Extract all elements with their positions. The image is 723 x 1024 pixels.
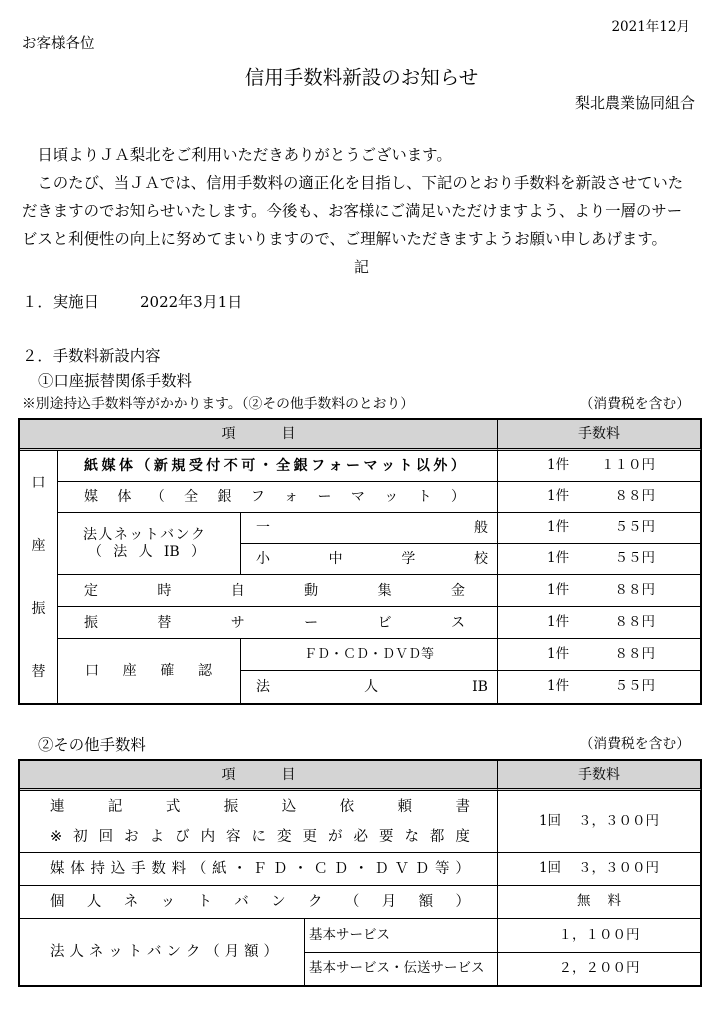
glyph: ン xyxy=(271,893,286,910)
table-header-item xyxy=(20,761,498,791)
glyph: 動 xyxy=(304,582,319,599)
glyph: IB xyxy=(163,543,180,560)
fee-amount: ８８円 xyxy=(614,581,655,598)
glyph: 自 xyxy=(230,582,245,599)
glyph: 書 xyxy=(455,798,470,815)
glyph: 項 xyxy=(221,766,236,783)
glyph: 込 xyxy=(110,860,126,877)
item-label xyxy=(84,490,465,504)
glyph: 振 xyxy=(31,600,46,617)
intro-line: このたび、当ＪＡでは、信用手数料の適正化を目指し、下記のとおり手数料を新設させていた xyxy=(37,174,684,192)
glyph: 容 xyxy=(226,828,241,845)
glyph: ン xyxy=(166,943,181,960)
item-label xyxy=(84,459,465,473)
glyph: な xyxy=(404,828,419,845)
glyph: （ xyxy=(136,458,151,474)
table-row-fee xyxy=(498,919,701,953)
glyph: ト xyxy=(144,526,159,543)
glyph: Ｄ xyxy=(414,860,430,877)
glyph: ー xyxy=(346,458,361,474)
row-group-label xyxy=(20,451,58,704)
table-row-fee xyxy=(498,575,701,607)
glyph: 手 xyxy=(131,860,146,877)
detail-label: ＦＤ・ＣＤ・ＤＶＤ等 xyxy=(303,647,434,662)
glyph: Ｄ xyxy=(374,860,389,877)
glyph: 確 xyxy=(160,663,175,679)
glyph: 料 xyxy=(607,893,621,910)
glyph: ネ xyxy=(113,526,128,543)
glyph: ッ xyxy=(384,489,399,505)
glyph: 料 xyxy=(171,860,187,877)
fee-amount: １１０円 xyxy=(601,457,655,474)
fee-amount: ２，２００円 xyxy=(558,960,640,977)
glyph: ） xyxy=(455,860,470,877)
document-title: 信用手数料新設のお知らせ xyxy=(244,66,479,89)
glyph: ） xyxy=(263,943,278,960)
glyph: 必 xyxy=(353,828,368,845)
glyph: 外 xyxy=(433,458,448,474)
table-row-detail xyxy=(241,544,498,575)
glyph: 受 xyxy=(188,458,203,474)
glyph: 校 xyxy=(473,551,488,567)
fee-amount: ５５円 xyxy=(614,550,655,567)
glyph: ・ xyxy=(258,458,273,474)
glyph: お xyxy=(124,828,139,845)
table-row-fee xyxy=(498,886,701,919)
glyph: バ xyxy=(160,526,175,543)
table-row-item xyxy=(58,451,498,482)
glyph: 金 xyxy=(450,582,465,599)
glyph: 可 xyxy=(241,458,256,474)
item-label xyxy=(50,792,470,822)
glyph: マ xyxy=(363,458,378,474)
glyph: 振 xyxy=(223,798,239,815)
glyph: ク xyxy=(190,526,205,543)
glyph: ト xyxy=(127,943,143,960)
glyph: 額 xyxy=(418,893,434,910)
table-row-detail xyxy=(305,953,498,986)
effective-date-value: 2022年3月1日 xyxy=(140,293,243,311)
glyph: 人 xyxy=(86,893,102,910)
detail-label: 基本サービス・伝送サービス xyxy=(309,960,485,977)
item-label xyxy=(83,527,205,544)
fee-unit: 1回 xyxy=(538,860,562,877)
glyph: 紙 xyxy=(212,860,227,877)
glyph: 時 xyxy=(157,582,172,599)
glyph: ー xyxy=(317,489,332,505)
item-label xyxy=(50,895,470,910)
glyph: 中 xyxy=(328,551,343,567)
glyph: 媒 xyxy=(50,860,65,877)
glyph: 人 xyxy=(364,679,379,695)
glyph: 度 xyxy=(455,828,470,845)
glyph: 集 xyxy=(377,582,392,599)
fee-unit: 1件 xyxy=(547,488,570,505)
fee-amount: １，１００円 xyxy=(558,926,640,943)
glyph: 変 xyxy=(277,828,292,845)
glyph: 更 xyxy=(302,828,317,845)
table-row-item xyxy=(58,607,498,639)
item-note xyxy=(50,822,470,852)
glyph: ・ xyxy=(353,860,369,877)
glyph: ス xyxy=(450,614,465,631)
item-label xyxy=(85,664,212,678)
glyph: ォ xyxy=(284,489,299,505)
glyph: 回 xyxy=(98,828,114,845)
table-row-fee xyxy=(498,482,701,513)
glyph: ビ xyxy=(377,614,392,631)
table-row-fee xyxy=(498,639,701,671)
glyph: 付 xyxy=(206,458,221,474)
glyph: 座 xyxy=(122,663,137,679)
table-row-item xyxy=(58,513,241,575)
glyph: 新 xyxy=(153,458,168,474)
glyph: バ xyxy=(147,943,162,960)
glyph: ※ xyxy=(50,828,63,845)
fee-unit: 1件 xyxy=(547,581,570,598)
glyph: 個 xyxy=(50,893,65,910)
table1-note: ※別途持込手数料等がかかります。（②その他手数料のとおり） xyxy=(22,396,415,412)
table-row-item xyxy=(20,791,498,853)
recipient: お客様各位 xyxy=(22,36,95,52)
glyph: ト xyxy=(197,893,212,910)
table-header-fee xyxy=(498,761,701,791)
glyph: 依 xyxy=(339,798,355,815)
table-header-item-label xyxy=(222,427,296,441)
fee-amount: ８８円 xyxy=(614,645,655,662)
glyph: （ xyxy=(191,860,207,877)
glyph: 込 xyxy=(281,798,297,815)
glyph: （ xyxy=(344,893,360,910)
glyph: （ xyxy=(205,943,220,960)
glyph: 全 xyxy=(184,489,199,505)
glyph: 媒 xyxy=(101,458,116,474)
fee-amount: ８８円 xyxy=(614,488,655,505)
glyph: Ｄ xyxy=(333,860,349,877)
table-row-detail xyxy=(305,919,498,953)
glyph: 月 xyxy=(381,893,397,910)
glyph: IB xyxy=(472,679,488,695)
glyph: 替 xyxy=(31,663,46,680)
fee-unit: 1件 xyxy=(547,519,570,536)
table-row-fee xyxy=(498,544,701,575)
table1-title: ①口座振替関係手数料 xyxy=(38,372,192,390)
glyph: Ｆ xyxy=(252,860,268,877)
glyph: Ｖ xyxy=(394,860,410,877)
glyph: ク xyxy=(185,943,201,960)
glyph: 都 xyxy=(429,828,445,845)
glyph: 体 xyxy=(118,458,133,474)
glyph: 小 xyxy=(256,551,270,567)
glyph: 等 xyxy=(435,860,450,877)
glyph: （ xyxy=(88,543,102,560)
detail-label: 基本サービス xyxy=(309,926,390,943)
glyph: 人 xyxy=(98,526,113,543)
item-label xyxy=(50,862,470,877)
table-row-fee xyxy=(498,853,701,886)
detail-label xyxy=(256,521,488,535)
table-row-detail xyxy=(241,513,498,544)
glyph: 法 xyxy=(256,679,270,695)
glyph: ク xyxy=(308,893,323,910)
table-header-item xyxy=(20,420,498,451)
glyph: 体 xyxy=(117,489,132,505)
glyph: 一 xyxy=(256,520,270,536)
fee-unit: 1件 xyxy=(547,613,570,630)
table-row-fee xyxy=(498,791,701,853)
table-header-fee xyxy=(498,420,701,451)
glyph: 学 xyxy=(401,551,416,567)
item-sublabel xyxy=(83,544,205,561)
glyph: ネ xyxy=(123,893,139,910)
glyph: 頼 xyxy=(397,798,413,815)
fee-unit: 1件 xyxy=(547,645,570,662)
glyph: Ｃ xyxy=(313,860,328,877)
table-row-item xyxy=(20,886,498,919)
glyph: 法 xyxy=(50,943,65,960)
glyph: が xyxy=(327,828,343,845)
fee-amount: ５５円 xyxy=(614,519,655,536)
issuer-name: 梨北農業協同組合 xyxy=(574,94,695,112)
glyph: 持 xyxy=(90,860,106,877)
table-row-fee xyxy=(498,607,701,639)
table-header-item-label xyxy=(222,768,296,782)
detail-label xyxy=(256,680,488,694)
ki-heading: 記 xyxy=(353,258,369,276)
table-row-item xyxy=(20,853,498,886)
glyph: 目 xyxy=(281,426,296,442)
table-row-item xyxy=(58,482,498,513)
intro-line: ビスと利便性の向上に努めてまいりますので、ご理解いただきますようお願い申しあげます。 xyxy=(22,230,667,248)
glyph: 振 xyxy=(84,614,98,631)
glyph: ッ xyxy=(108,943,123,960)
item-label xyxy=(84,584,465,598)
item-label xyxy=(84,616,465,630)
table-row-fee xyxy=(498,451,701,482)
glyph: ネ xyxy=(88,943,104,960)
fee-amount xyxy=(577,895,621,909)
account-transfer-fee-table xyxy=(19,419,701,704)
fee-amount: ３，３００円 xyxy=(578,860,660,877)
glyph: 規 xyxy=(171,458,186,474)
glyph: に xyxy=(251,828,267,845)
glyph: ン xyxy=(175,526,190,543)
table-header-fee-label: 手数料 xyxy=(578,426,620,442)
fee-amount: ３，３００円 xyxy=(578,812,660,829)
glyph: 全 xyxy=(276,458,291,474)
glyph: ） xyxy=(450,489,465,505)
item-label xyxy=(50,945,278,960)
table-row-item xyxy=(20,919,305,986)
glyph: 定 xyxy=(84,582,98,599)
glyph: 口 xyxy=(85,663,99,679)
glyph: 人 xyxy=(69,943,84,960)
table-row-fee xyxy=(498,513,701,544)
glyph: 法 xyxy=(83,526,97,543)
glyph: 体 xyxy=(70,860,85,877)
glyph: 以 xyxy=(415,458,430,474)
fee-unit: 1件 xyxy=(547,550,570,567)
fee-details-heading: ２．手数料新設内容 xyxy=(22,347,161,365)
glyph: 媒 xyxy=(84,489,98,505)
glyph: フ xyxy=(311,458,326,474)
glyph: （ xyxy=(150,489,165,505)
glyph: 人 xyxy=(138,543,153,560)
glyph: 額 xyxy=(244,943,259,960)
glyph: 銀 xyxy=(217,489,232,505)
glyph: 初 xyxy=(73,828,88,845)
glyph: 銀 xyxy=(293,458,308,474)
glyph: 法 xyxy=(113,543,128,560)
glyph: 座 xyxy=(31,537,46,554)
glyph: 式 xyxy=(165,798,181,815)
issue-date: 2021年12月 xyxy=(611,19,690,35)
glyph: ー xyxy=(304,614,319,631)
glyph: ト xyxy=(417,489,432,505)
glyph: 口 xyxy=(31,474,46,491)
glyph: バ xyxy=(234,893,249,910)
glyph: ） xyxy=(190,543,205,560)
table-header-fee-label: 手数料 xyxy=(578,766,620,783)
table-row-item xyxy=(58,639,241,704)
glyph: ォ xyxy=(328,458,343,474)
glyph: ッ xyxy=(380,458,395,474)
glyph: 数 xyxy=(151,860,166,877)
glyph: 紙 xyxy=(84,458,98,474)
table1-tax-note: （消費税を含む） xyxy=(579,396,690,412)
table-row-fee xyxy=(498,953,701,986)
intro-line: 日頃よりＪＡ梨北をご利用いただきありがとうございます。 xyxy=(37,146,452,164)
detail-label xyxy=(256,552,488,566)
glyph: 替 xyxy=(157,614,172,631)
fee-amount: ８８円 xyxy=(614,613,655,630)
glyph: ッ xyxy=(129,526,144,543)
glyph: ） xyxy=(455,893,470,910)
table2-tax-note: （消費税を含む） xyxy=(579,736,690,752)
glyph: ・ xyxy=(293,860,308,877)
fee-amount: ５５円 xyxy=(614,678,655,695)
glyph: 般 xyxy=(474,520,488,536)
fee-unit: 1件 xyxy=(547,457,570,474)
glyph: 不 xyxy=(223,458,238,474)
table-row-detail xyxy=(241,671,498,704)
intro-paragraph xyxy=(22,141,683,253)
glyph: 項 xyxy=(221,426,236,442)
glyph: 内 xyxy=(200,828,216,845)
glyph: 要 xyxy=(378,828,394,845)
glyph: マ xyxy=(350,489,365,505)
effective-date-label: １．実施日 xyxy=(22,293,99,311)
table-row-detail xyxy=(241,639,498,671)
glyph: ） xyxy=(450,458,465,474)
glyph: ッ xyxy=(160,893,176,910)
glyph: 連 xyxy=(50,798,65,815)
other-fee-table xyxy=(19,760,701,986)
glyph: 無 xyxy=(577,893,591,910)
glyph: よ xyxy=(149,828,165,845)
glyph: 認 xyxy=(197,663,212,679)
fee-unit: 1件 xyxy=(547,678,570,695)
glyph: サ xyxy=(230,614,245,631)
glyph: 記 xyxy=(107,798,123,815)
table2-title: ②その他手数料 xyxy=(38,736,146,754)
glyph: び xyxy=(175,828,190,845)
glyph: Ｄ xyxy=(272,860,288,877)
glyph: 目 xyxy=(281,766,296,783)
glyph: ト xyxy=(398,458,413,474)
glyph: 月 xyxy=(224,943,240,960)
glyph: フ xyxy=(250,489,265,505)
fee-unit: 1回 xyxy=(538,812,562,829)
table-row-fee xyxy=(498,671,701,704)
glyph: ・ xyxy=(232,860,247,877)
table-row-item xyxy=(58,575,498,607)
intro-line: だきますのでお知らせいたします。今後も、お客様にご満足いただけますよう、より一層のサー xyxy=(22,202,683,220)
